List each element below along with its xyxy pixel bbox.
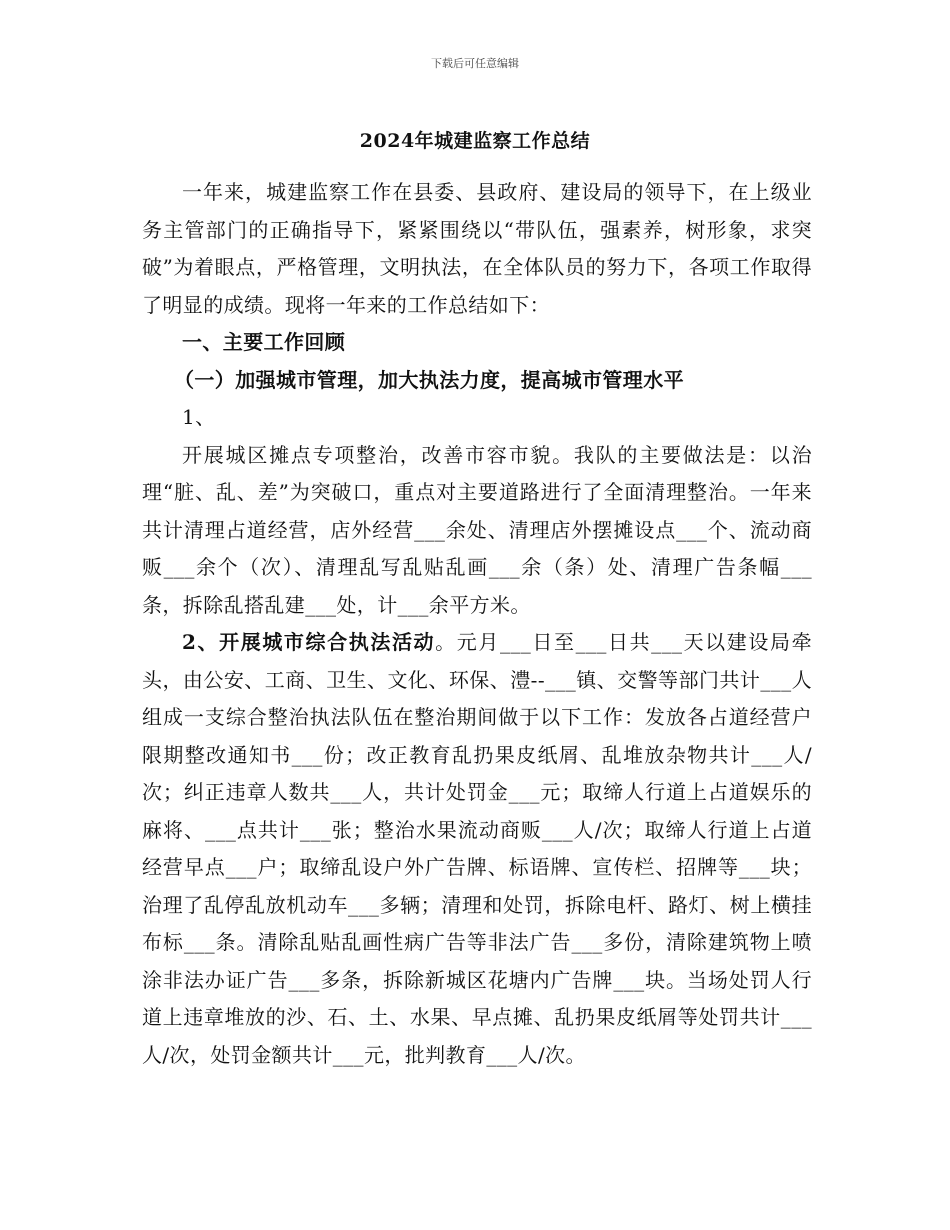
item-2-text: 。元月___日至___日共___天以建设局牵头，由公安、工商、卫生、文化、环保、澧--___镇、交警等部门共计___人组成一支综合整治执法队伍在整治期间做于以下工作：发放各占道经营户限期整改通知书___份；改正教育乱扔果皮纸屑、乱堆放杂物共计___人/次；纠正违章人数共___人，共计处罚金___元；取缔人行道上占道娱乐的麻将、___点共计___张；整治水果流动商贩___人/次；取缔人行道上占道经营早点___户；取缔乱设户外广告牌、标语牌、宣传栏、招牌等___块；治理了乱停乱放机动车___多辆；清理和处罚，拆除电杆、路灯、树上横挂布标___条。清除乱贴乱画性病广告等非法广告___多份，清除建筑物上喷涂非法办证广告___多条，拆除新城区花塘内广告牌___块。当场处罚人行道上违章堆放的沙、石、土、水果、早点摊、乱扔果皮纸屑等处罚共计___人/次，处罚金额共计___元，批判教育___人/次。 <box>142 630 812 1067</box>
section-heading: 一、主要工作回顾 <box>182 330 346 354</box>
document-title: 2024年城建监察工作总结 <box>359 130 591 152</box>
header-note: 下载后可任意编辑 <box>431 57 519 70</box>
intro-paragraph: 一年来，城建监察工作在县委、县政府、建设局的领导下，在上级业务主管部门的正确指导下，紧紧围绕以“带队伍，强素养，树形象，求突破”为着眼点，严格管理，文明执法，在全体队员的努力下，各项工作取得了明显的成绩。现将一年来的工作总结如下： <box>142 180 812 317</box>
item-1-paragraph: 开展城区摊点专项整治，改善市容市貌。我队的主要做法是：以治理“脏、乱、差”为突破口，重点对主要道路进行了全面清理整治。一年来共计清理占道经营，店外经营___余处、清理店外摆摊设点___个、流动商贩___余个（次）、清理乱写乱贴乱画___余（条）处、清理广告条幅___条，拆除乱搭乱建___处，计___余平方米。 <box>142 442 812 617</box>
document-body <box>142 174 812 1074</box>
item-2-lead: 2、开展城市综合执法活动 <box>182 630 436 654</box>
item-number: 1、 <box>182 405 216 429</box>
subsection-heading: （一）加强城市管理，加大执法力度，提高城市管理水平 <box>174 367 684 392</box>
item-2-paragraph <box>142 624 812 1074</box>
